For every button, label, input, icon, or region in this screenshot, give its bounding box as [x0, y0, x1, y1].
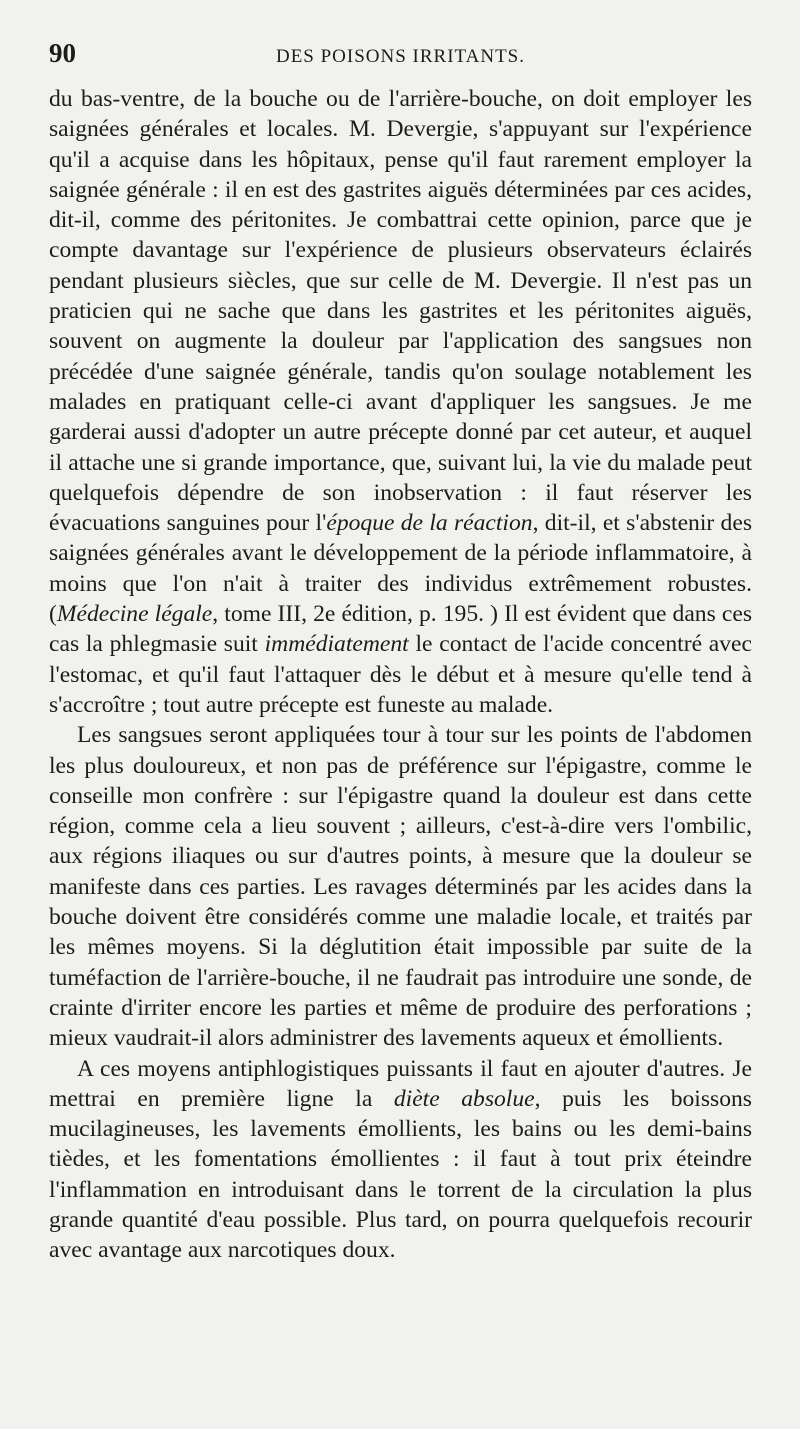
body-text [49, 84, 752, 1266]
italic-segment: immédiatement [264, 631, 409, 658]
text-segment: , puis les boissons mucilagineuses, les lavements émollients, les bains ou les demi-bains tièdes, et les fomentations émollientes : il faut à tout prix éteindre l'inflammation en introduisant dans le torrent de la circulation la plus grande quantité d'eau possible. Plus tard, on pourra quelquefois recourir avec avantage aux narcotiques doux. [49, 1085, 752, 1264]
paragraph-3 [49, 1054, 752, 1266]
text-segment: , dit-il, et s'abstenir des saignées générales avant le développement de la période inflammatoire, à moins que l'on n'ait à traiter des individus extrêmement robustes. ( [49, 510, 753, 628]
paragraph-2 [49, 720, 752, 1053]
text-segment: , tome III, 2e édition, p. 195. ) Il est évident que dans ces cas la phlegmasie suit [49, 601, 752, 658]
running-title: DES POISONS IRRITANTS. [275, 46, 526, 67]
paragraph-1 [49, 84, 752, 720]
text-segment: le contact de l'acide concentré avec l'estomac, et qu'il faut l'attaquer dès le début et à mesure qu'elle tend à s'accroître ; tout autre précepte est funeste au malade. [49, 631, 752, 718]
text-segment: A ces moyens antiphlogistiques puissants il faut en ajouter d'autres. Je mettrai en première ligne la [49, 1055, 752, 1112]
italic-segment: diète absolue [393, 1085, 535, 1112]
text-segment: du bas-ventre, de la bouche ou de l'arrière-bouche, on doit employer les saignées générales et locales. M. Devergie, s'appuyant sur l'expérience qu'il a acquise dans les hôpitaux, pense qu'il faut rarement employer la saignée générale : il en est des gastrites aiguës déterminées par ces acides, dit-il, comme des péritonites. Je combattrai cette opinion, parce que je compte davantage sur l'expérience de plusieurs observateurs éclairés pendant plusieurs siècles, que sur celle de M. Devergie. Il n'est pas un praticien qui ne sache que dans les gastrites et les péritonites aiguës, souvent on augmente la douleur par l'application des sangsues non précédée d'une saignée générale, tandis qu'on soulage notablement les malades en pratiquant celle-ci avant d'appliquer les sangsues. Je me garderai aussi d'adopter un autre précepte donné par cet auteur, et auquel il attache une si grande importance, que, suivant lui, la vie du malade peut quelquefois dépendre de son inobservation : il faut réserver les évacuations sanguines pour l' [49, 86, 752, 537]
page-number: 90 [49, 38, 76, 68]
italic-segment: époque de la réaction [326, 510, 533, 537]
page-header [49, 38, 752, 84]
italic-segment: Médecine légale [56, 601, 213, 628]
text-segment: Les sangsues seront appliquées tour à tour sur les points de l'abdomen les plus douloureux, et non pas de préférence sur l'épigastre, comme le conseille mon confrère : sur l'épigastre quand la douleur est dans cette région, comme cela a lieu souvent ; ailleurs, c'est-à-dire vers l'ombilic, aux régions iliaques ou sur d'autres points, à mesure que la douleur se manifeste dans ces parties. Les ravages déterminés par les acides dans la bouche doivent être considérés comme une maladie locale, et traités par les mêmes moyens. Si la déglutition était impossible par suite de la tuméfaction de l'arrière-bouche, il ne faudrait pas introduire une sonde, de crainte d'irriter encore les parties et même de produire des perforations ; mieux vaudrait-il alors administrer des lavements aqueux et émollients. [49, 722, 752, 1052]
